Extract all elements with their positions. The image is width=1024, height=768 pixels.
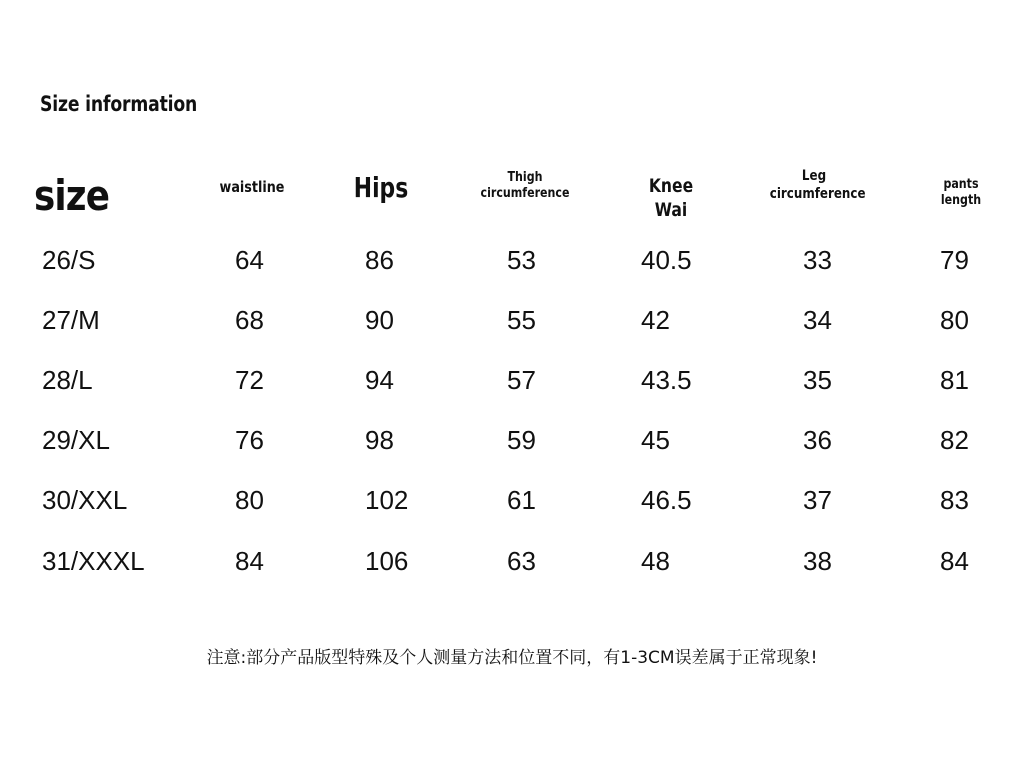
cell-knee: 45 (641, 425, 670, 455)
cell-knee: 43.5 (641, 365, 692, 395)
cell-leg: 33 (803, 245, 832, 275)
cell-leg: 36 (803, 425, 832, 455)
cell-waistline: 84 (235, 546, 264, 576)
cell-hips: 90 (365, 305, 394, 335)
cell-size: 31/XXXL (42, 546, 145, 576)
table-row (0, 240, 1024, 280)
cell-knee: 42 (641, 305, 670, 335)
cell-hips: 102 (365, 485, 409, 515)
header-thigh-line2: circumference (480, 186, 570, 202)
cell-pants-length: 82 (940, 425, 969, 455)
header-pants-length: pants length (940, 177, 982, 209)
cell-waistline: 76 (235, 425, 264, 455)
table-row (0, 360, 1024, 400)
cell-leg: 37 (803, 485, 832, 515)
table-row (0, 300, 1024, 340)
cell-hips: 98 (365, 425, 394, 455)
cell-leg: 35 (803, 365, 832, 395)
cell-thigh: 55 (507, 305, 536, 335)
cell-size: 27/M (42, 305, 100, 335)
cell-pants-length: 83 (940, 485, 969, 515)
page-title: Size information (40, 92, 198, 116)
cell-thigh: 57 (507, 365, 536, 395)
cell-hips: 86 (365, 245, 394, 275)
header-thigh-line1: Thigh (507, 170, 543, 185)
header-leg-line1: Leg (801, 168, 827, 184)
cell-thigh: 59 (507, 425, 536, 455)
cell-leg: 34 (803, 305, 832, 335)
cell-size: 28/L (42, 365, 93, 395)
cell-size: 26/S (42, 245, 96, 275)
cell-knee: 40.5 (641, 245, 692, 275)
cell-pants-length: 81 (940, 365, 969, 395)
table-row (0, 480, 1024, 520)
cell-thigh: 61 (507, 485, 536, 515)
cell-hips: 106 (365, 546, 409, 576)
header-thigh-circumference (478, 170, 572, 203)
cell-pants-length: 84 (940, 546, 969, 576)
table-row (0, 420, 1024, 460)
header-hips: Hips (353, 171, 409, 204)
cell-pants-length: 79 (940, 245, 969, 275)
table-row (0, 541, 1024, 581)
cell-size: 29/XL (42, 425, 110, 455)
cell-thigh: 63 (507, 546, 536, 576)
header-leg-line2: circumference (769, 185, 866, 202)
cell-pants-length: 80 (940, 305, 969, 335)
cell-waistline: 72 (235, 365, 264, 395)
header-waistline: waistline (219, 178, 285, 196)
cell-knee: 46.5 (641, 485, 692, 515)
cell-leg: 38 (803, 546, 832, 576)
cell-thigh: 53 (507, 245, 536, 275)
cell-waistline: 68 (235, 305, 264, 335)
header-leg-circumference (769, 168, 866, 203)
cell-size: 30/XXL (42, 485, 128, 515)
header-knee: Knee Wai (648, 175, 694, 221)
cell-waistline: 80 (235, 485, 264, 515)
cell-knee: 48 (641, 546, 670, 576)
cell-waistline: 64 (235, 245, 264, 275)
header-size: size (34, 171, 110, 220)
cell-hips: 94 (365, 365, 394, 395)
measurement-note: 注意:部分产品版型特殊及个人测量方法和位置不同，有1-3CM误差属于正常现象! (206, 648, 818, 668)
